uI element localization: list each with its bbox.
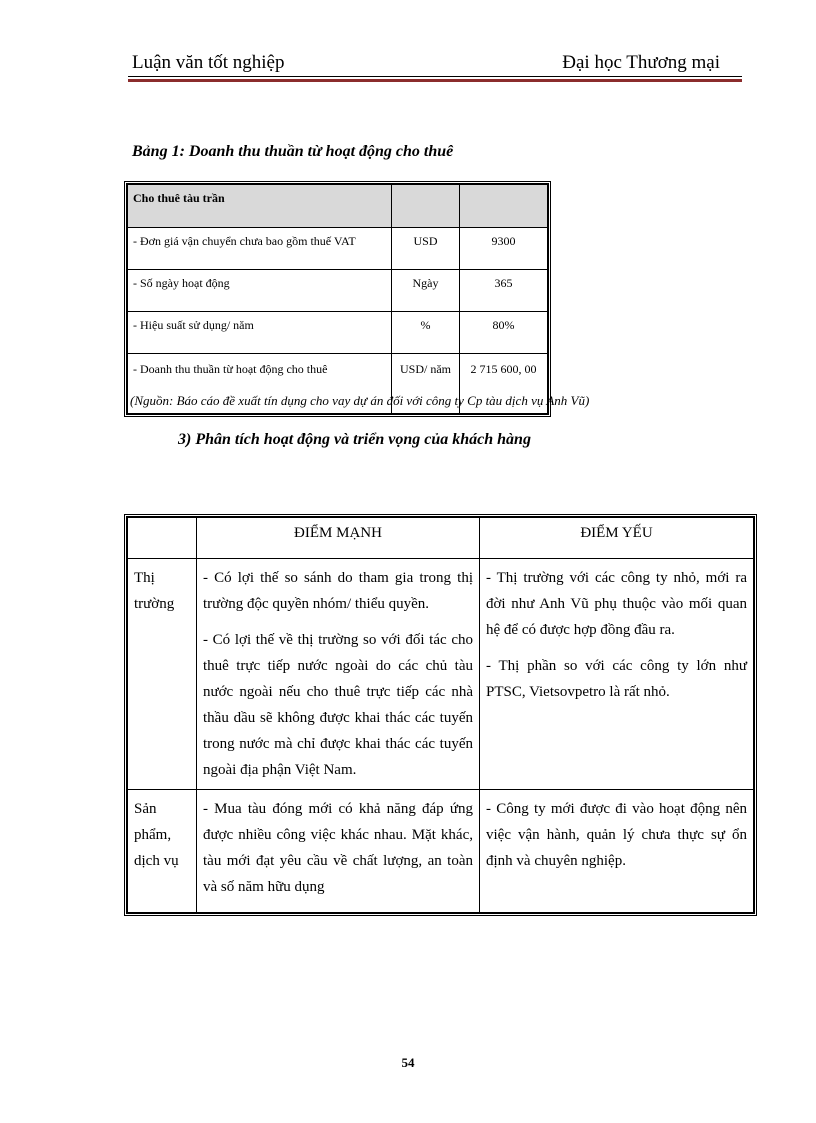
row-label: - Đơn giá vận chuyển chưa bao gồm thuế VAT <box>128 228 392 270</box>
row-value: 365 <box>460 270 548 312</box>
section-heading: 3) Phân tích hoạt động và triển vọng của khách hàng <box>178 431 531 448</box>
row-unit: USD/ năm <box>392 354 460 414</box>
page-number: 54 <box>401 1055 415 1070</box>
strengths-cell <box>197 790 480 913</box>
weaknesses-header: ĐIỂM YẾU <box>480 518 754 559</box>
swot-header-row <box>128 518 754 559</box>
table1 <box>124 181 551 417</box>
table-row <box>128 790 754 913</box>
table-row <box>128 559 754 790</box>
row-unit: Ngày <box>392 270 460 312</box>
row-category: Thị trường <box>128 559 197 790</box>
row-label: - Số ngày hoạt động <box>128 270 392 312</box>
source-note: (Nguồn: Báo cáo đề xuất tín dụng cho vay dự án đối với công ty Cp tàu dịch vụ Anh Vũ) <box>130 393 590 408</box>
strengths-cell <box>197 559 480 790</box>
row-category: Sản phẩm, dịch vụ <box>128 790 197 913</box>
strength-item: - Mua tàu đóng mới có khả năng đáp ứng được nhiều công việc khác nhau. Mặt khác, tàu mới đạt yêu cầu về chất lượng, an toàn và số năm hữu dụng <box>203 801 473 895</box>
strengths-header: ĐIỂM MẠNH <box>197 518 480 559</box>
weaknesses-cell <box>480 790 754 913</box>
row-value: 9300 <box>460 228 548 270</box>
table1-header-cell: Cho thuê tàu trần <box>128 185 392 228</box>
weaknesses-cell <box>480 559 754 790</box>
header-rule-thin <box>128 76 742 77</box>
table1-header-cell <box>392 185 460 228</box>
swot-header-cell <box>128 518 197 559</box>
weakness-item: - Thị trường với các công ty nhỏ, mới ra đời như Anh Vũ phụ thuộc vào mối quan hệ để có được hợp đồng đầu ra. <box>486 570 747 638</box>
row-value: 2 715 600, 00 <box>460 354 548 414</box>
strength-item: - Có lợi thế về thị trường so với đối tác cho thuê trực tiếp nước ngoài do các chủ tàu nước ngoài nếu cho thuê trực tiếp các nhà thầu dầu sẽ không được khai thác các tuyến trong nước mà chỉ được khai thác các tuyến ngoài địa phận Việt Nam. <box>203 632 473 778</box>
table1-header-cell <box>460 185 548 228</box>
table-row <box>128 312 548 354</box>
row-label: - Doanh thu thuần từ hoạt động cho thuê <box>128 354 392 414</box>
table-row <box>128 228 548 270</box>
header-rule-thick <box>128 79 742 82</box>
strength-item: - Có lợi thế so sánh do tham gia trong thị trường độc quyền nhóm/ thiểu quyền. <box>203 570 473 612</box>
weakness-item: - Thị phần so với các công ty lớn như PTSC, Vietsovpetro là rất nhỏ. <box>486 658 747 700</box>
header-right: Đại học Thương mại <box>562 52 720 73</box>
row-value: 80% <box>460 312 548 354</box>
header-left: Luận văn tốt nghiệp <box>132 52 285 73</box>
weakness-item: - Công ty mới được đi vào hoạt động nên việc vận hành, quản lý chưa thực sự ổn định và chuyên nghiệp. <box>486 801 747 869</box>
row-label: - Hiệu suất sử dụng/ năm <box>128 312 392 354</box>
table1-header-row <box>128 185 548 228</box>
swot-table <box>124 514 757 916</box>
row-unit: USD <box>392 228 460 270</box>
table1-caption: Bảng 1: Doanh thu thuần từ hoạt động cho thuê <box>132 143 454 160</box>
table-row <box>128 270 548 312</box>
row-unit: % <box>392 312 460 354</box>
